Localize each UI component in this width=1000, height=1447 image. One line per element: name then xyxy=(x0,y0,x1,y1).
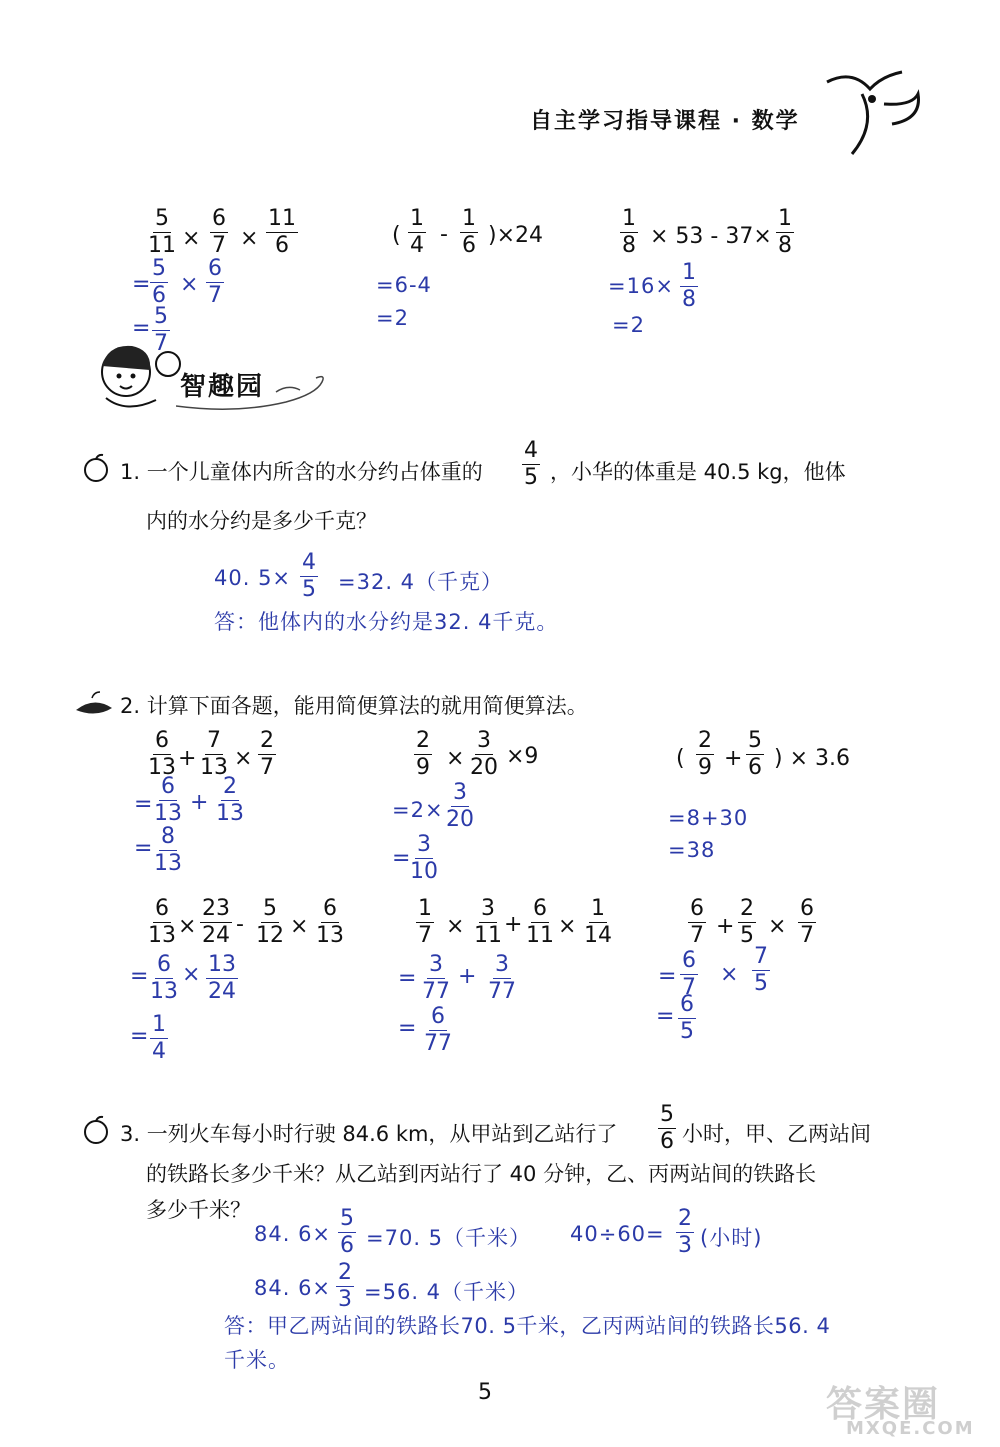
top-c1-s2-eq: = xyxy=(132,316,151,341)
q2-p1-op2: × xyxy=(234,746,253,771)
q1-ans2: 答：他体内的水分约是32. 4千克。 xyxy=(214,610,559,634)
top-c1-s2-f: $\frac{5}{7}$ xyxy=(154,304,168,356)
top-c2-f1: $\frac{1}{4}$ xyxy=(410,206,424,258)
q2-p5-op2: + xyxy=(504,912,523,937)
watermark-url: MXQE.COM xyxy=(846,1418,975,1439)
q3-line2: 的铁路长多少千米？从乙站到丙站行了 40 分钟，乙、丙两站间的铁路长 xyxy=(146,1162,817,1186)
q3-a1b: =70. 5（千米） xyxy=(366,1226,532,1250)
q2-p6-s1-f1: $\frac{6}{7}$ xyxy=(682,948,696,1000)
top-c3-s1: =16× xyxy=(608,274,674,298)
top-c1-op2: × xyxy=(240,226,259,251)
q3-line1a: 3. 一列火车每小时行驶 84.6 km，从甲站到乙站行了 xyxy=(120,1122,618,1146)
q2-p3-lp: ( xyxy=(676,746,685,771)
q2-p4-f4: $\frac{6}{13}$ xyxy=(316,896,344,948)
q2-p5-f4: $\frac{1}{14}$ xyxy=(584,896,612,948)
page-number: 5 xyxy=(478,1380,492,1405)
q2-p3-op: + xyxy=(724,746,743,771)
q2-p3-s1: =8+30 xyxy=(668,806,749,830)
top-c1-s1-eq: = xyxy=(132,272,151,297)
q2-p3-f1: $\frac{2}{9}$ xyxy=(698,728,712,780)
q2-p6-s1-f2: $\frac{7}{5}$ xyxy=(754,944,768,996)
top-c3-f2: $\frac{1}{8}$ xyxy=(778,206,792,258)
q2-title: 2. 计算下面各题，能用简便算法的就用简便算法。 xyxy=(120,694,588,718)
q2-p1-s2-f: $\frac{8}{13}$ xyxy=(154,824,182,876)
q2-p1-e2: = xyxy=(134,836,153,861)
q2-p6-op2: × xyxy=(768,914,787,939)
q2-p1-op1: + xyxy=(178,746,197,771)
q2-p5-op1: × xyxy=(446,914,465,939)
q3-a3a: 84. 6× xyxy=(254,1276,332,1300)
q2-p4-op2: - xyxy=(236,912,244,937)
q2-p4-f3: $\frac{5}{12}$ xyxy=(256,896,284,948)
top-c3-s2: =2 xyxy=(612,313,645,337)
q3-a2a: 40÷60= xyxy=(570,1222,665,1246)
q1-ans1-frac: $\frac{4}{5}$ xyxy=(302,550,316,602)
q2-p1-s1-f1: $\frac{6}{13}$ xyxy=(154,774,182,826)
top-c3-mid: × 53 - 37× xyxy=(650,224,772,249)
q1-line2: 内的水分约是多少千克？ xyxy=(146,509,377,533)
q2-p6-s1-op: × xyxy=(720,962,739,987)
q3-a3-frac: $\frac{2}{3}$ xyxy=(338,1260,352,1312)
q2-p5-f2: $\frac{3}{11}$ xyxy=(474,896,502,948)
q3-ans2: 千米。 xyxy=(224,1348,290,1372)
q2-p6-f1: $\frac{6}{7}$ xyxy=(690,896,704,948)
q2-p2-f2: $\frac{3}{20}$ xyxy=(470,728,498,780)
q2-p5-s1-f2: $\frac{3}{77}$ xyxy=(488,952,516,1004)
q3-frac: $\frac{5}{6}$ xyxy=(660,1102,674,1154)
q3-line1b: 小时，甲、乙两站间 xyxy=(682,1122,871,1146)
q3-ans1: 答：甲乙两站间的铁路长70. 5千米，乙丙两站间的铁路长56. 4 xyxy=(224,1314,831,1338)
q2-p5-s1-op: + xyxy=(458,964,477,989)
q2-p2-e2: = xyxy=(392,846,411,871)
q2-p4-e1: = xyxy=(130,964,149,989)
leaf-icon xyxy=(74,690,114,720)
top-c1-op1: × xyxy=(182,226,201,251)
q3-a2b: (小时) xyxy=(700,1226,763,1250)
top-c3-s1-f: $\frac{1}{8}$ xyxy=(682,260,696,312)
watermark-logo: 答案圈 xyxy=(826,1384,941,1425)
top-c2-s1: =6-4 xyxy=(376,273,432,297)
top-c1-s1-f1: $\frac{5}{6}$ xyxy=(152,256,166,308)
q2-p5-e2: = xyxy=(398,1016,417,1041)
top-c1-f3: $\frac{11}{6}$ xyxy=(268,206,296,258)
q3-a1-frac: $\frac{5}{6}$ xyxy=(340,1206,354,1258)
q1-line1a: 1. 一个儿童体内所含的水分约占体重的 xyxy=(120,460,483,484)
top-c1-f1: $\frac{5}{11}$ xyxy=(148,206,176,258)
top-c2-lp: ( xyxy=(392,223,401,248)
q2-p2-s2-f: $\frac{3}{10}$ xyxy=(410,832,438,884)
q3-a3b: =56. 4（千米） xyxy=(364,1280,530,1304)
q2-p1-s1-f2: $\frac{2}{13}$ xyxy=(216,774,244,826)
q2-p6-e1: = xyxy=(658,964,677,989)
q2-p5-f3: $\frac{6}{11}$ xyxy=(526,896,554,948)
q2-p2-op2: ×9 xyxy=(506,744,539,769)
q2-p5-s1-f1: $\frac{3}{77}$ xyxy=(422,952,450,1004)
top-c1-f2: $\frac{6}{7}$ xyxy=(212,206,226,258)
q2-p4-f2: $\frac{23}{24}$ xyxy=(202,896,230,948)
q2-p6-s2-f: $\frac{6}{5}$ xyxy=(680,992,694,1044)
q2-p6-op1: + xyxy=(716,914,735,939)
top-c2-op: - xyxy=(440,222,448,247)
apple-icon xyxy=(80,1114,112,1146)
q2-p1-f2: $\frac{7}{13}$ xyxy=(200,728,228,780)
swirl-decoration-icon xyxy=(176,374,336,414)
q2-p6-f3: $\frac{6}{7}$ xyxy=(800,896,814,948)
q3-a2-frac: $\frac{2}{3}$ xyxy=(678,1206,692,1258)
q2-p6-e2: = xyxy=(656,1004,675,1029)
q2-p5-s2-f: $\frac{6}{77}$ xyxy=(424,1004,452,1056)
q2-p2-s1: =2× xyxy=(392,798,444,822)
q2-p2-f1: $\frac{2}{9}$ xyxy=(416,728,430,780)
q1-line1b: ，小华的体重是 40.5 kg，他体 xyxy=(550,460,846,484)
bird-icon xyxy=(822,64,932,164)
top-c3-f1: $\frac{1}{8}$ xyxy=(622,206,636,258)
q2-p4-e2: = xyxy=(130,1024,149,1049)
q2-p1-f1: $\frac{6}{13}$ xyxy=(148,728,176,780)
q2-p5-e1: = xyxy=(398,966,417,991)
q2-p3-s2: =38 xyxy=(668,838,716,862)
q2-p1-f3: $\frac{2}{7}$ xyxy=(260,728,274,780)
q2-p1-s1-op: + xyxy=(190,790,209,815)
top-c2-s2: =2 xyxy=(376,306,409,330)
q1-ans1a: 40. 5× xyxy=(214,566,292,590)
q2-p2-op1: × xyxy=(446,746,465,771)
q2-p5-op3: × xyxy=(558,914,577,939)
q1-ans1b: =32. 4（千克） xyxy=(338,570,504,594)
q2-p5-f1: $\frac{1}{7}$ xyxy=(418,896,432,948)
q2-p4-s1-op: × xyxy=(182,962,201,987)
q2-p4-s2-f: $\frac{1}{4}$ xyxy=(152,1012,166,1064)
q2-p3-rp: ) × 3.6 xyxy=(774,746,850,771)
header-title: 自主学习指导课程 · 数学 xyxy=(530,109,800,134)
q2-p2-s1-f: $\frac{3}{20}$ xyxy=(446,780,474,832)
q2-p4-op3: × xyxy=(290,914,309,939)
q2-p6-f2: $\frac{2}{5}$ xyxy=(740,896,754,948)
q2-p4-f1: $\frac{6}{13}$ xyxy=(148,896,176,948)
q3-line3: 多少千米？ xyxy=(146,1198,251,1222)
q2-p1-e1: = xyxy=(134,792,153,817)
top-c1-s1-op: × xyxy=(180,272,199,297)
q2-p4-op1: × xyxy=(178,914,197,939)
apple-icon xyxy=(80,452,112,484)
q2-p4-s1-f1: $\frac{6}{13}$ xyxy=(150,952,178,1004)
top-c2-rp: )×24 xyxy=(488,223,544,248)
q2-p3-f2: $\frac{5}{6}$ xyxy=(748,728,762,780)
q3-a1a: 84. 6× xyxy=(254,1222,332,1246)
top-c2-f2: $\frac{1}{6}$ xyxy=(462,206,476,258)
q2-p4-s1-f2: $\frac{13}{24}$ xyxy=(208,952,236,1004)
q1-frac: $\frac{4}{5}$ xyxy=(524,438,538,490)
top-c1-s1-f2: $\frac{6}{7}$ xyxy=(208,256,222,308)
banner-title: 智趣园 xyxy=(180,372,265,402)
